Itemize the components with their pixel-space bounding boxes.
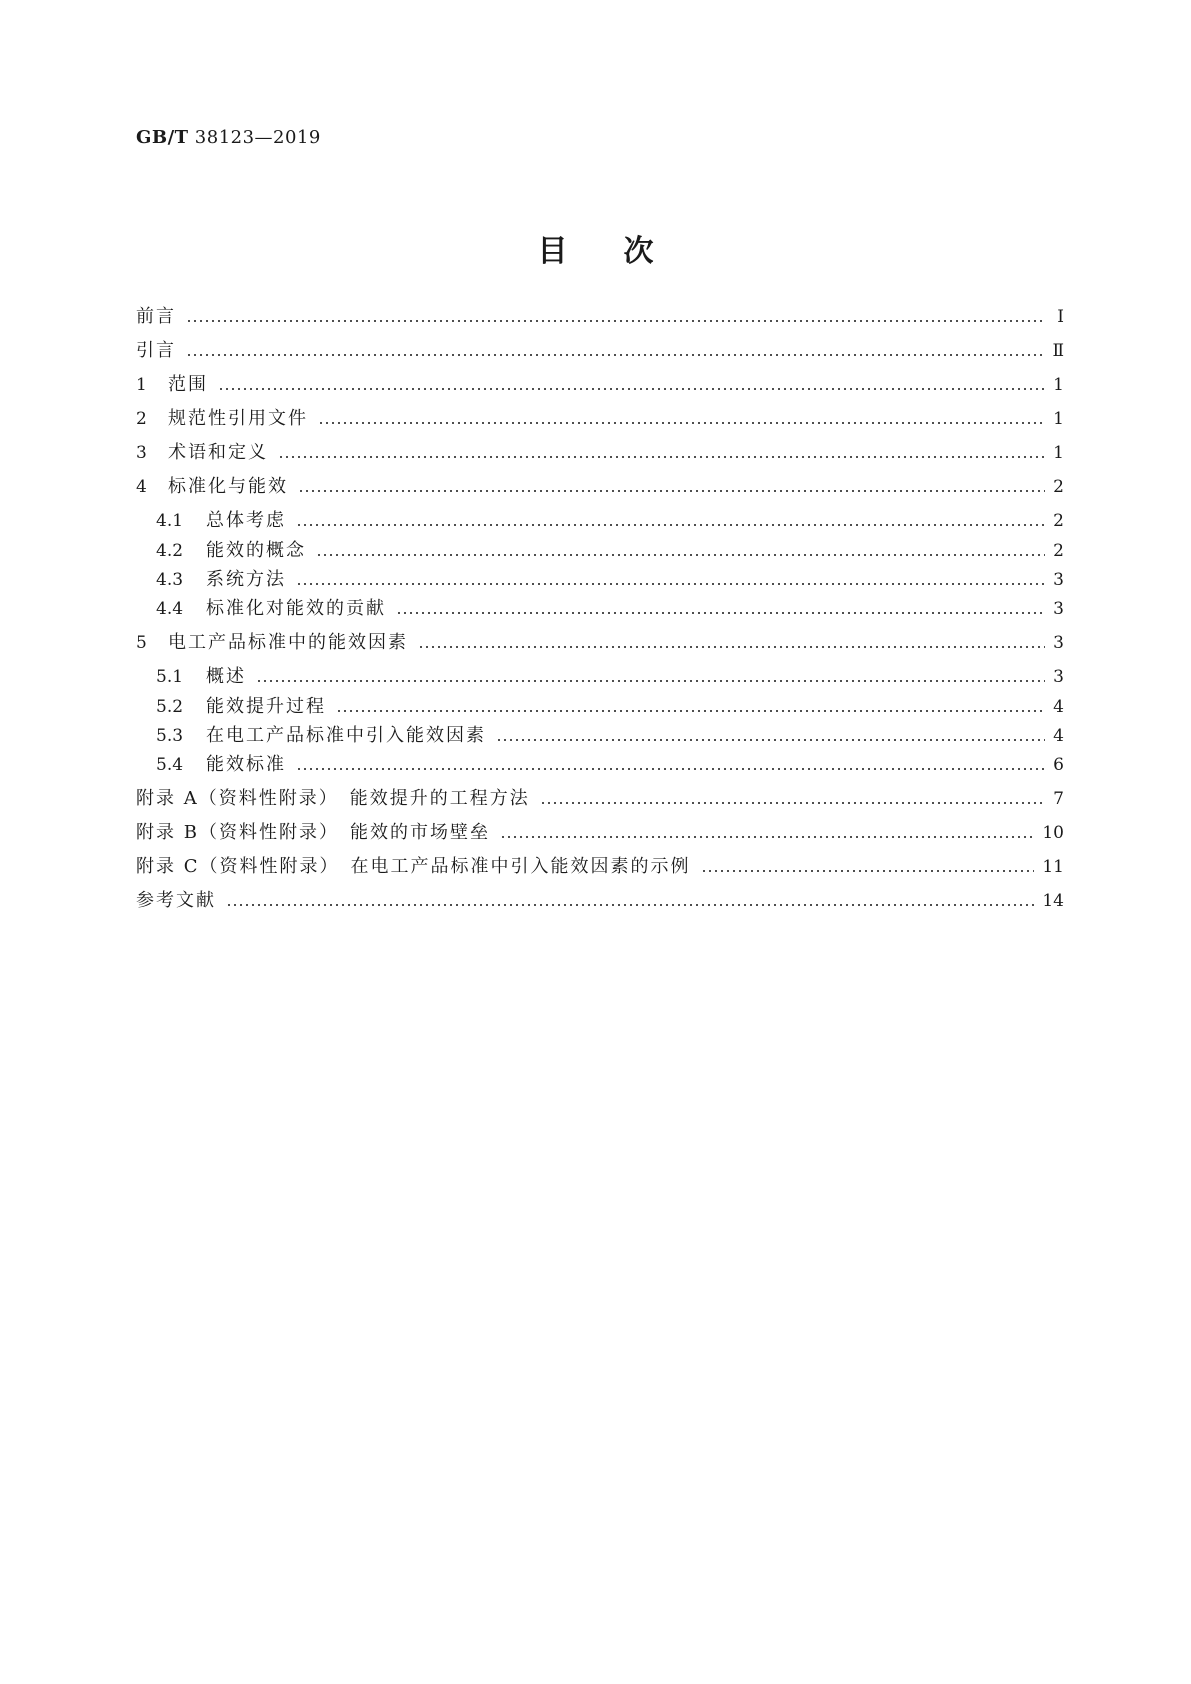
toc-entry-label: 标准化与能效 — [168, 476, 288, 497]
toc-entry-page-number: 1 — [1053, 375, 1064, 395]
toc-dot-leader — [396, 612, 1045, 614]
toc-entry[interactable] — [136, 440, 1064, 466]
toc-entry-page-number: 1 — [1053, 443, 1064, 463]
toc-dot-leader — [186, 354, 1044, 356]
toc-entry[interactable] — [136, 338, 1064, 364]
toc-entry-label: 标准化对能效的贡献 — [206, 598, 386, 619]
toc-dot-leader — [336, 710, 1045, 712]
toc-entry-label: 附录 B（资料性附录） 能效的市场壁垒 — [136, 822, 490, 843]
toc-entry-number: 4.3 — [156, 570, 184, 590]
toc-entry-label: 能效标准 — [206, 754, 286, 775]
toc-entry[interactable] — [136, 406, 1064, 432]
toc-dot-leader — [226, 904, 1034, 906]
toc-entry-number: 5.3 — [156, 726, 184, 746]
toc-entry-label: 概述 — [206, 666, 246, 687]
toc-entry[interactable] — [156, 752, 1064, 778]
toc-entry-page-number: 4 — [1053, 697, 1064, 717]
toc-entry-page-number: Ⅰ — [1057, 307, 1064, 327]
page-title: 目次 — [537, 234, 710, 269]
toc-entry-page-number: 11 — [1042, 857, 1064, 877]
toc-entry-page-number: 2 — [1053, 541, 1064, 561]
toc-dot-leader — [256, 680, 1045, 682]
toc-entry-page-number: 3 — [1053, 570, 1064, 590]
toc-entry-page-number: 3 — [1053, 633, 1064, 653]
toc-entry-label: 总体考虑 — [206, 510, 286, 531]
toc-dot-leader — [278, 456, 1045, 458]
toc-dot-leader — [496, 739, 1045, 741]
toc-entry[interactable] — [136, 888, 1064, 914]
toc-entry-label: 前言 — [136, 306, 176, 327]
toc-dot-leader — [296, 768, 1045, 770]
toc-dot-leader — [500, 836, 1034, 838]
document-code — [136, 127, 321, 148]
toc-dot-leader — [316, 554, 1045, 556]
standard-prefix: GB/T — [136, 127, 189, 148]
toc-entry-page-number: Ⅱ — [1052, 341, 1064, 361]
toc-entry[interactable] — [156, 596, 1064, 622]
toc-entry-label: 附录 A（资料性附录） 能效提升的工程方法 — [136, 788, 530, 809]
toc-entry-page-number: 6 — [1053, 755, 1064, 775]
toc-entry[interactable] — [156, 723, 1064, 749]
toc-dot-leader — [701, 870, 1035, 872]
toc-entry-label: 附录 C（资料性附录） 在电工产品标准中引入能效因素的示例 — [136, 856, 691, 877]
toc-entry-number: 1 — [136, 375, 147, 395]
toc-entry[interactable] — [156, 567, 1064, 593]
toc-entry-page-number: 2 — [1053, 477, 1064, 497]
toc-entry-page-number: 2 — [1053, 511, 1064, 531]
toc-entry-number: 3 — [136, 443, 147, 463]
toc-entry-number: 4 — [136, 477, 147, 497]
toc-entry-number: 5.2 — [156, 697, 184, 717]
toc-entry[interactable] — [136, 372, 1064, 398]
toc-entry-page-number: 10 — [1042, 823, 1064, 843]
toc-entry-label: 在电工产品标准中引入能效因素 — [206, 725, 486, 746]
toc-entry-label: 参考文献 — [136, 890, 216, 911]
toc-entry[interactable] — [156, 694, 1064, 720]
toc-entry-page-number: 4 — [1053, 726, 1064, 746]
toc-entry[interactable] — [156, 664, 1064, 690]
toc-entry-number: 4.2 — [156, 541, 184, 561]
toc-dot-leader — [318, 422, 1045, 424]
toc-dot-leader — [296, 524, 1045, 526]
toc-entry-number: 5.4 — [156, 755, 184, 775]
toc-entry-number: 4.4 — [156, 599, 184, 619]
toc-entry-label: 能效提升过程 — [206, 696, 326, 717]
toc-dot-leader — [298, 490, 1045, 492]
standard-number: 38123—2019 — [188, 127, 321, 148]
toc-entry[interactable] — [136, 630, 1064, 656]
toc-entry-page-number: 3 — [1053, 599, 1064, 619]
toc-entry[interactable] — [156, 508, 1064, 534]
toc-entry-number: 5.1 — [156, 667, 184, 687]
toc-entry[interactable] — [136, 854, 1064, 880]
toc-entry[interactable] — [136, 786, 1064, 812]
toc-entry-label: 范围 — [168, 374, 208, 395]
toc-entry-number: 2 — [136, 409, 147, 429]
toc-entry-page-number: 7 — [1053, 789, 1064, 809]
toc-entry[interactable] — [136, 820, 1064, 846]
toc-dot-leader — [218, 388, 1045, 390]
toc-entry-number: 4.1 — [156, 511, 184, 531]
toc-dot-leader — [186, 320, 1046, 322]
toc-entry-page-number: 14 — [1042, 891, 1064, 911]
toc-entry-label: 术语和定义 — [168, 442, 268, 463]
toc-dot-leader — [540, 802, 1045, 804]
toc-entry-label: 能效的概念 — [206, 540, 306, 561]
toc-entry[interactable] — [136, 474, 1064, 500]
toc-dot-leader — [418, 646, 1045, 648]
toc-entry-page-number: 3 — [1053, 667, 1064, 687]
toc-entry-label: 规范性引用文件 — [168, 408, 308, 429]
toc-dot-leader — [296, 583, 1045, 585]
toc-entry[interactable] — [136, 304, 1064, 330]
toc-entry[interactable] — [156, 538, 1064, 564]
toc-entry-label: 引言 — [136, 340, 176, 361]
toc-entry-label: 系统方法 — [206, 569, 286, 590]
toc-entry-page-number: 1 — [1053, 409, 1064, 429]
toc-entry-number: 5 — [136, 633, 147, 653]
toc-entry-label: 电工产品标准中的能效因素 — [168, 632, 408, 653]
